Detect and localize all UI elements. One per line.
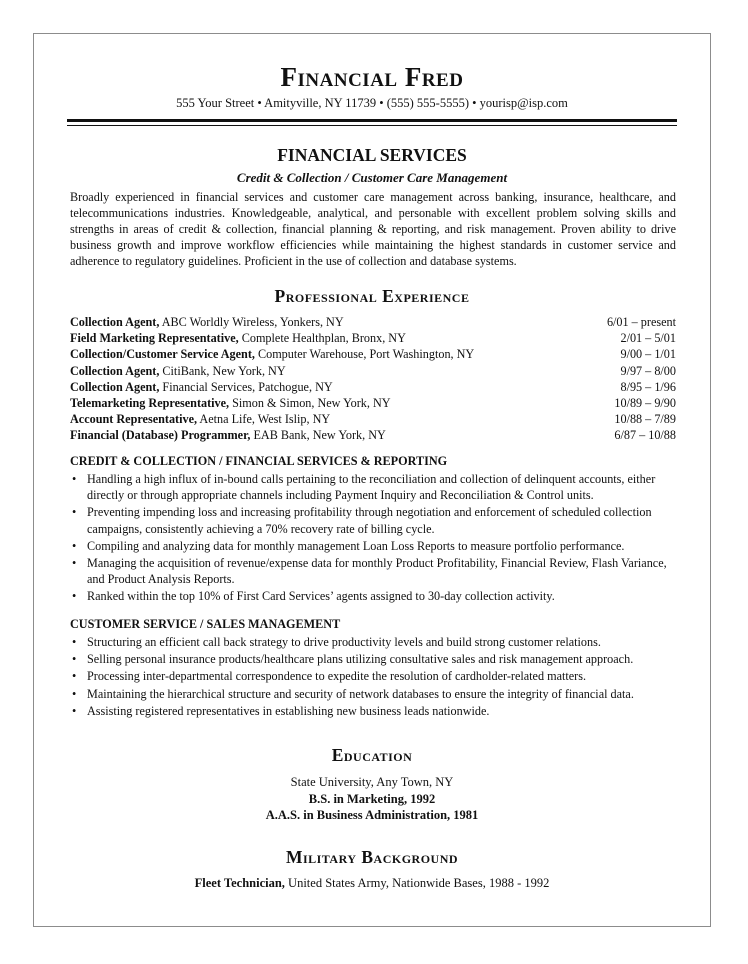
list-item — [70, 686, 676, 702]
job-row — [70, 395, 676, 411]
list-item — [70, 651, 676, 667]
education-degree: A.A.S. in Business Administration, 1981 — [265, 808, 479, 822]
job-dates: 8/95 – 1/96 — [620, 379, 676, 394]
job-title: Account Representative, — [70, 412, 198, 427]
job-row — [70, 346, 676, 362]
list-item — [70, 703, 676, 719]
job-row — [70, 379, 676, 395]
job-title: Telemarketing Representative, — [70, 396, 230, 411]
profile-title: FINANCIAL SERVICES — [277, 145, 467, 165]
job-title: Collection Agent, — [70, 379, 160, 394]
bullet-text: Selling personal insurance products/healthcare plans utilizing consultative sales and risk management approach. — [87, 652, 634, 667]
job-employer: CitiBank, New York, NY — [159, 363, 286, 378]
job-employer: Simon & Simon, New York, NY — [229, 396, 391, 411]
job-dates: 6/01 – present — [606, 315, 676, 329]
job-dates: 9/97 – 8/00 — [620, 363, 676, 378]
bullet-text: Structuring an efficient call back strategy to drive productivity levels and build strong customer relations. — [87, 635, 601, 649]
education-heading: Education — [331, 745, 413, 765]
bullet-text: Preventing impending loss and increasing profitability through negotiation and enforcement of scheduled collection campaigns, consistently achieving a 70% recovery rate of billing cycle. — [87, 505, 652, 536]
bullet-text: Compiling and analyzing data for monthly management Loan Loss Reports to measure portfolio performance. — [87, 538, 625, 553]
job-employer: EAB Bank, New York, NY — [250, 428, 386, 443]
bullet-icon: • — [72, 505, 77, 520]
bullet-text: Assisting registered representatives in establishing new business leads nationwide. — [87, 703, 490, 718]
bullet-text: Handling a high influx of in-bound calls pertaining to the reconciliation and collection of delinquent accounts, either directly or through appropriate channels including Payment Inquiry and Reconciliation & Control units. — [87, 472, 656, 503]
bullet-text: Ranked within the top 10% of First Card Services’ agents assigned to 30-day collection activity. — [87, 589, 555, 604]
job-title: Collection Agent, — [70, 315, 160, 329]
contact-line: 555 Your Street • Amityville, NY 11739 • (555) 555-5555) • yourisp@isp.com — [176, 96, 568, 110]
job-title: Financial (Database) Programmer, — [70, 428, 251, 443]
job-employer: Complete Healthplan, Bronx, NY — [238, 331, 406, 346]
bullet-icon: • — [72, 538, 77, 553]
customer-service-heading: CUSTOMER SERVICE / SALES MANAGEMENT — [70, 617, 341, 631]
job-employer: Aetna Life, West Islip, NY — [197, 412, 331, 427]
job-row — [70, 363, 676, 379]
education-school: State University, Any Town, NY — [290, 775, 454, 789]
military-entry — [34, 876, 710, 891]
job-dates: 6/87 – 10/88 — [614, 428, 676, 443]
list-item — [70, 634, 676, 650]
bullet-text: Maintaining the hierarchical structure and security of network databases to ensure the integrity of financial data. — [87, 686, 634, 701]
list-item — [70, 538, 676, 554]
job-row — [70, 411, 676, 427]
experience-heading: Professional Experience — [274, 286, 470, 306]
list-item — [70, 668, 676, 684]
list-item — [70, 471, 676, 503]
bullet-icon: • — [72, 556, 77, 571]
job-row — [70, 427, 676, 443]
header-rule-thick — [67, 119, 677, 122]
job-dates: 2/01 – 5/01 — [620, 331, 676, 346]
bullet-icon: • — [72, 652, 77, 667]
resume-page — [33, 33, 711, 927]
job-dates: 10/89 – 9/90 — [614, 396, 676, 411]
job-title: Collection/Customer Service Agent, — [70, 347, 255, 362]
credit-collection-bullets — [70, 471, 676, 606]
bullet-text: Processing inter-departmental correspondence to expedite the resolution of cardholder-related matters. — [87, 669, 587, 684]
job-row — [70, 330, 676, 346]
customer-service-bullets — [70, 634, 676, 720]
bullet-icon: • — [72, 635, 77, 649]
education-degree: B.S. in Marketing, 1992 — [308, 791, 436, 806]
job-dates: 9/00 – 1/01 — [620, 347, 676, 362]
bullet-text: Managing the acquisition of revenue/expense data for monthly Product Profitability, Financial Review, Flash Variance, and Product Analysis Reports. — [87, 556, 667, 587]
job-employer: Financial Services, Patchogue, NY — [159, 379, 333, 394]
job-dates: 10/88 – 7/89 — [614, 412, 676, 427]
job-row — [70, 314, 676, 330]
header-rule-thin — [67, 125, 677, 126]
bullet-icon: • — [72, 703, 77, 718]
list-item — [70, 504, 676, 536]
profile-summary: Broadly experienced in financial services and customer care management across banking, insurance, healthcare, and telecommunications industries. Knowledgeable, analytical, and personable with excellent problem solving skills and strengths in areas of credit & collection, financial planning & reporting, and risk management. Proven ability to drive business growth and improve workflow efficiencies while maintaining the highest standards in customer service and adherence to regulatory guidelines. Proficient in the use of collection and database systems. — [70, 190, 676, 268]
job-list — [70, 314, 676, 444]
profile-subtitle: Credit & Collection / Customer Care Management — [236, 170, 508, 185]
bullet-icon: • — [72, 669, 77, 684]
list-item — [70, 555, 676, 587]
job-employer: ABC Worldly Wireless, Yonkers, NY — [159, 315, 344, 329]
candidate-name: Financial Fred — [280, 62, 464, 92]
job-title: Field Marketing Representative, — [70, 331, 239, 346]
education-block — [34, 774, 710, 824]
bullet-icon: • — [72, 589, 77, 604]
military-detail: United States Army, Nationwide Bases, 1988 - 1992 — [284, 876, 550, 890]
job-title: Collection Agent, — [70, 363, 160, 378]
credit-collection-heading: CREDIT & COLLECTION / FINANCIAL SERVICES & REPORTING — [70, 454, 448, 468]
bullet-icon: • — [72, 472, 77, 486]
job-employer: Computer Warehouse, Port Washington, NY — [254, 347, 475, 362]
bullet-icon: • — [72, 686, 77, 701]
military-role: Fleet Technician, — [194, 876, 285, 890]
military-heading: Military Background — [285, 847, 459, 867]
list-item — [70, 588, 676, 604]
